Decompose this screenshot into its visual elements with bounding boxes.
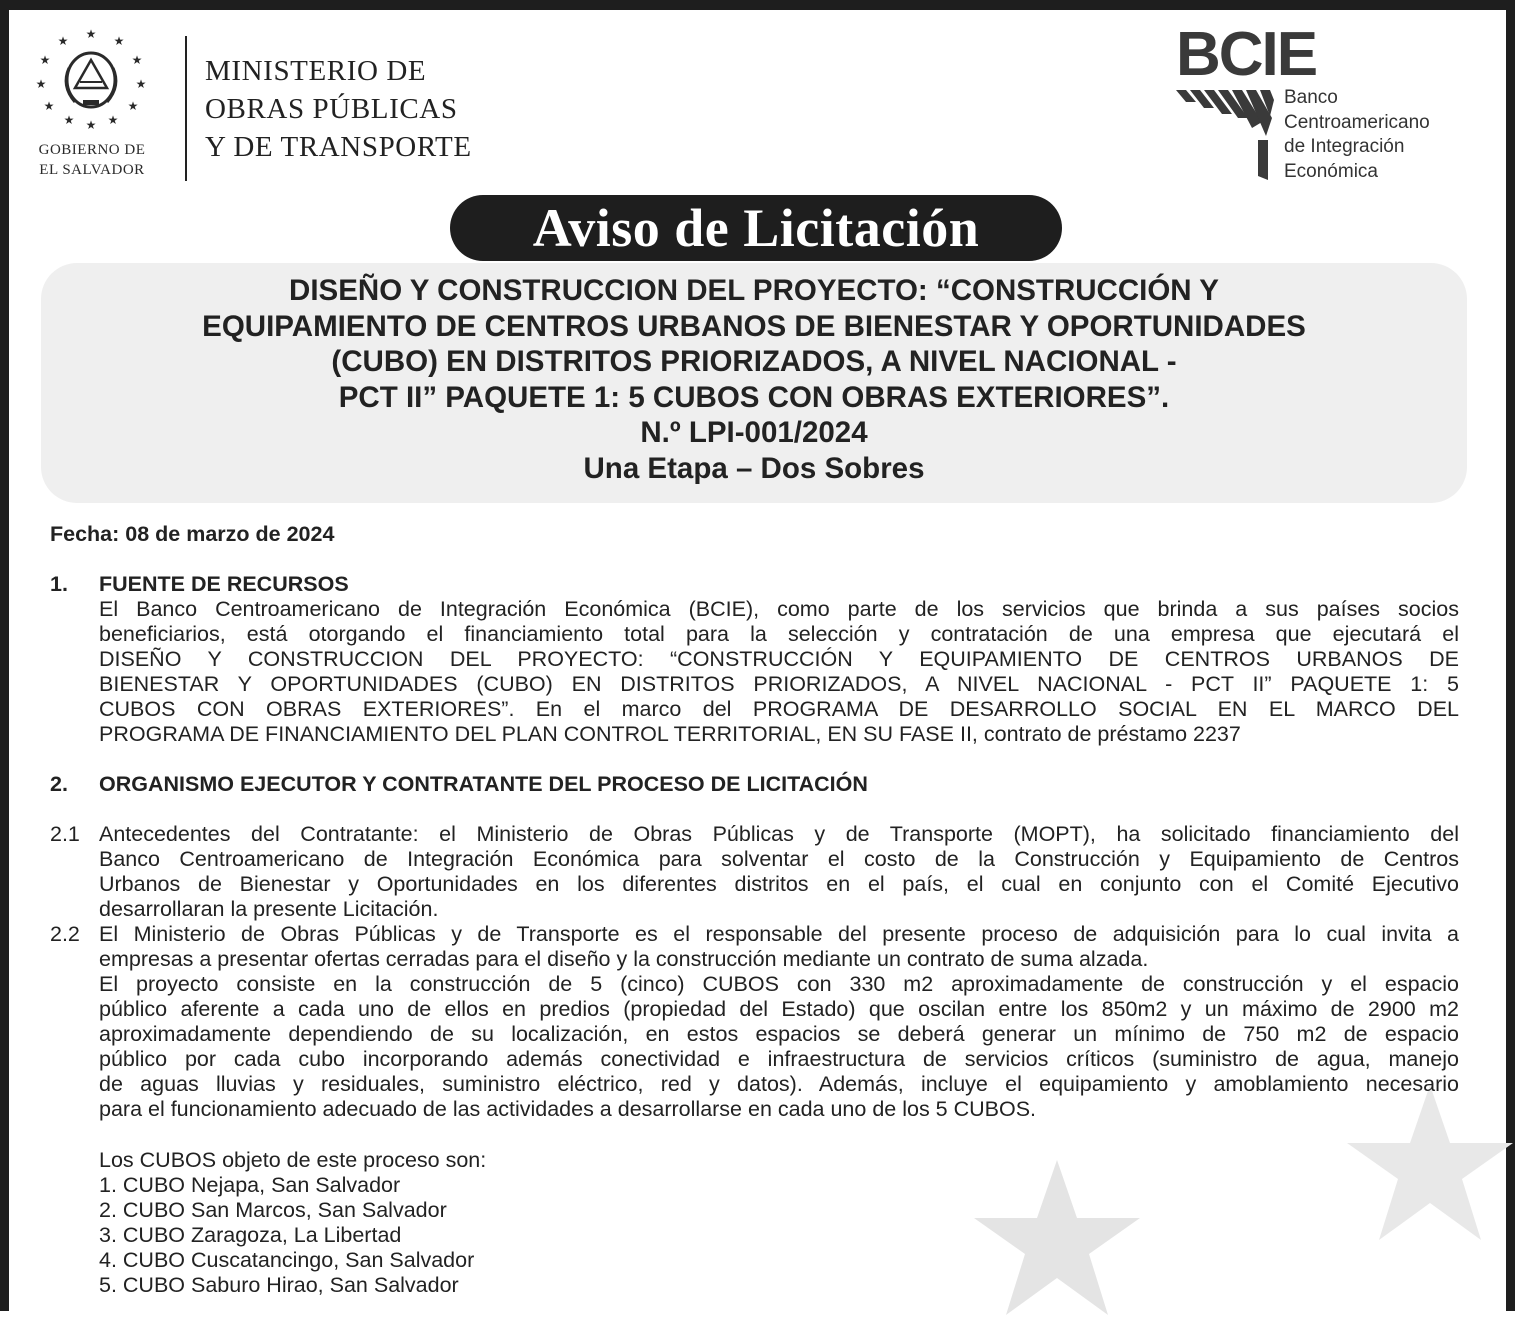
- paragraph-line: CUBOS CON OBRAS EXTERIORES”. En el marco del PROGRAMA DE DESARROLLO SOCIAL EN EL MARCO DEL: [99, 697, 1459, 721]
- frame-left-border: [0, 0, 9, 1311]
- list-item: 2. CUBO San Marcos, San Salvador: [99, 1198, 447, 1222]
- frame-top-border: [0, 0, 1515, 10]
- notice-title: Aviso de Licitación: [532, 198, 980, 258]
- paragraph-line: público aferente a cada uno de ellos en predios (propiedad del Estado) que oscilan entre los 850m2 y un máximo de 2900 m2: [99, 997, 1459, 1021]
- paragraph-line: público por cada cubo incorporando además conectividad e infraestructura de servicios críticos (suministro de agua, manejo: [99, 1047, 1459, 1071]
- section-heading: FUENTE DE RECURSOS: [99, 572, 349, 596]
- svg-text:★: ★: [127, 99, 139, 113]
- svg-text:★: ★: [131, 53, 143, 67]
- svg-text:★: ★: [113, 34, 125, 48]
- section-number: 2.: [50, 772, 68, 796]
- bcie-name-line: Centroamericano: [1284, 111, 1430, 133]
- ministry-name: [205, 52, 472, 166]
- gov-caption-line: GOBIERNO DE: [38, 142, 146, 158]
- paragraph-line: Banco Centroamericano de Integración Económica para solventar el costo de la Construcción y Equipamiento de Centros: [99, 847, 1459, 871]
- bcie-acronym: BCIE: [1176, 20, 1317, 89]
- bcie-stripes-icon: [1176, 88, 1276, 183]
- paragraph-line: empresas a presentar ofertas cerradas para el diseño y la construcción mediante un contrato de suma alzada.: [99, 947, 1149, 971]
- project-line: EQUIPAMIENTO DE CENTROS URBANOS DE BIENESTAR Y OPORTUNIDADES: [202, 309, 1306, 343]
- gov-caption: [22, 140, 162, 180]
- paragraph-line: Urbanos de Bienestar y Oportunidades en los diferentes distritos en el país, el cual en conjunto con el Comité Ejecutivo: [99, 872, 1459, 896]
- bcie-logo: [1176, 20, 1476, 190]
- svg-text:★: ★: [43, 99, 55, 113]
- svg-text:★: ★: [107, 113, 119, 127]
- svg-text:★: ★: [57, 34, 69, 48]
- project-line: N.º LPI-001/2024: [640, 416, 868, 449]
- svg-text:★: ★: [85, 118, 97, 130]
- svg-text:★: ★: [35, 77, 47, 91]
- section-number: 1.: [50, 572, 68, 596]
- list-item: 5. CUBO Saburo Hirao, San Salvador: [99, 1273, 459, 1297]
- paragraph-line: El proyecto consiste en la construcción de 5 (cinco) CUBOS con 330 m2 aproximadamente de construcción y el espacio: [99, 972, 1459, 996]
- coat-of-arms-icon: [35, 26, 147, 130]
- bcie-name-line: de Integración: [1284, 136, 1405, 157]
- watermark-star-icon: [972, 1160, 1142, 1320]
- paragraph-line: Antecedentes del Contratante: el Ministerio de Obras Públicas y de Transporte (MOPT), ha solicitado financiamiento del: [99, 822, 1459, 846]
- cubos-intro: Los CUBOS objeto de este proceso son:: [99, 1148, 487, 1172]
- project-line: (CUBO) EN DISTRITOS PRIORIZADOS, A NIVEL NACIONAL -: [331, 345, 1177, 378]
- paragraph-line: BIENESTAR Y OPORTUNIDADES (CUBO) EN DISTRITOS PRIORIZADOS, A NIVEL NACIONAL - PCT II” PAQUETE 1: 5: [99, 672, 1459, 696]
- section-paragraph: [99, 822, 1459, 922]
- subsection-number: 2.1: [50, 822, 80, 846]
- paragraph-line: El Ministerio de Obras Públicas y de Transporte es el responsable del presente proceso de adquisición para lo cual invita a: [99, 922, 1459, 946]
- notice-date: Fecha: 08 de marzo de 2024: [50, 522, 335, 546]
- notice-title-banner: [450, 195, 1062, 261]
- paragraph-line: DISEÑO Y CONSTRUCCION DEL PROYECTO: “CONSTRUCCIÓN Y EQUIPAMIENTO DE CENTROS URBANOS DE: [99, 647, 1459, 671]
- paragraph-line: El Banco Centroamericano de Integración Económica (BCIE), como parte de los servicios que brinda a sus países socios: [99, 597, 1459, 621]
- bcie-name-line: Económica: [1284, 160, 1378, 182]
- project-line: DISEÑO Y CONSTRUCCION DEL PROYECTO: “CONSTRUCCIÓN Y: [289, 274, 1219, 307]
- list-item: 1. CUBO Nejapa, San Salvador: [99, 1173, 401, 1197]
- paragraph-line: PROGRAMA DE FINANCIAMIENTO DEL PLAN CONTROL TERRITORIAL, EN SU FASE II, contrato de préstamo 2237: [99, 722, 1241, 746]
- section-paragraph: [99, 922, 1459, 1122]
- svg-text:★: ★: [63, 113, 75, 127]
- ministry-line: OBRAS PÚBLICAS: [205, 93, 458, 125]
- bcie-fullname: [1284, 86, 1430, 184]
- cubos-list: [99, 1148, 486, 1298]
- ministry-line: MINISTERIO DE: [205, 55, 427, 87]
- gov-caption-line: EL SALVADOR: [39, 162, 145, 178]
- paragraph-line: aproximadamente dependiendo de su localización, en estos espacios se deberá generar un mínimo de 750 m2 de espacio: [99, 1022, 1459, 1046]
- project-summary-text: [41, 273, 1467, 486]
- bcie-name-line: Banco: [1284, 87, 1338, 108]
- svg-text:★: ★: [85, 27, 97, 41]
- paragraph-line: desarrollaran la presente Licitación.: [99, 897, 439, 921]
- subsection-number: 2.2: [50, 922, 80, 946]
- paragraph-line: de aguas lluvias y residuales, suministro eléctrico, red y datos). Además, incluye el equipamiento y amoblamiento necesario: [99, 1072, 1459, 1096]
- list-item: 3. CUBO Zaragoza, La Libertad: [99, 1223, 402, 1247]
- paragraph-line: para el funcionamiento adecuado de las actividades a desarrollarse en cada uno de los 5 CUBOS.: [99, 1097, 1037, 1121]
- section-heading: ORGANISMO EJECUTOR Y CONTRATANTE DEL PROCESO DE LICITACIÓN: [99, 772, 868, 796]
- project-line: Una Etapa – Dos Sobres: [583, 451, 925, 485]
- section-paragraph: [99, 597, 1459, 747]
- paragraph-line: beneficiarios, está otorgando el financiamiento total para la selección y contratación de una empresa que ejecutará el: [99, 622, 1459, 646]
- list-item: 4. CUBO Cuscatancingo, San Salvador: [99, 1248, 475, 1272]
- project-summary-box: [41, 263, 1467, 503]
- project-line: PCT II” PAQUETE 1: 5 CUBOS CON OBRAS EXTERIORES”.: [338, 380, 1170, 414]
- svg-text:★: ★: [39, 53, 51, 67]
- header-divider: [185, 36, 187, 181]
- svg-text:★: ★: [135, 77, 147, 91]
- ministry-line: Y DE TRANSPORTE: [205, 131, 472, 163]
